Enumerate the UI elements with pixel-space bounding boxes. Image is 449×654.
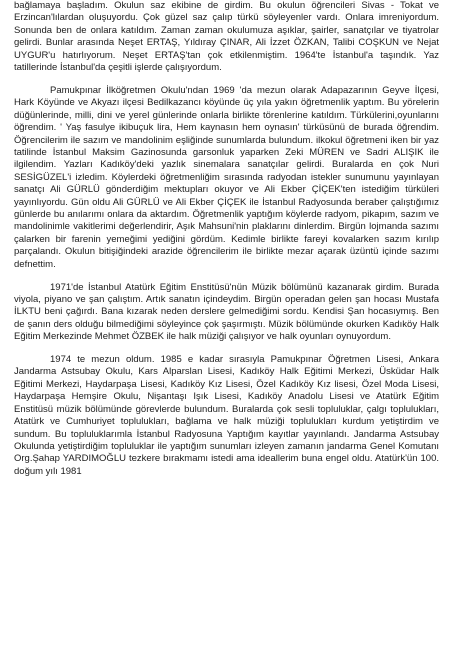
paragraph-4: 1974 te mezun oldum. 1985 e kadar sırasıyla Pamukpınar Öğretmen Lisesi, Ankara Jandarma Astsubay Okulu, Kars Alparslan Lisesi, Kadıköy Halk Eğitimi Merkezi, Üsküdar Halk Eğitimi Merkezi, Haydarpaşa Lisesi, Kadıköy Kız Lisesi, Özel Kadıköy Kız lisesi, Özel Moda Lisesi, Haydarpaşa Hemşire Okulu, Nişantaşı Işık Lisesi, Kadıköy Anadolu Lisesi ve Atatürk Eğitim Enstitüsü müzik bölümünde görevlerde bulundum. Buralarda çok sesli topluluklar, çalgı toplulukları, Atatürk ve Cumhuriyet toplulukları, bağlama ve halk müziği toplulukları kurdum yetiştirdim ve sundum. Bu topluluklarımla İstanbul Radyosuna Yaptığım kayıtlar yayınlandı. Jandarma Astsubay Okulunda yetiştirdiğim topluluklar ile yaptığım sunumları izleyen zamanın jandarma Genel Komutanı Org.Şahap YARDIMOĞLU tezkere bırakmamı istedi ama ideallerim buna engel oldu. Atatürk'ün 100. doğum yılı 1981	[14, 354, 439, 477]
paragraph-3: 1971'de İstanbul Atatürk Eğitim Enstitüsü'nün Müzik bölümünü kazanarak girdim. Burada viyola, piyano ve şan çalıştım. Artık sanatın içindeydim. Birgün operadan gelen şan hocası Mustafa İLKTU beni çağırdı. Bana kızarak neden derslere gelmediğimi sordu. Kendisi Şan hocasıymış. Ben de şanın ders olduğu bilmediğimi söyleyince çok şaşırmıştı. Müzik bölümünde okurken Kadıköy Halk Eğitim Merkezinde Mehmet ÖZBEK ile halk müziği çalışıyor ve halk oyunları oynuyordum.	[14, 281, 439, 343]
paragraph-2: Pamukpınar İlköğretmen Okulu'ndan 1969 'da mezun olarak Adapazarının Geyve İlçesi, Hark Köyünde ve Akyazı ilçesi Bedilkazancı köyünde üç yıla yakın öğretmenlik yaptım. Bu yörelerin düğünlerinde, milli, dini ve yerel günlerinde onlarla birlikte törenlerine katıldım. Türkülerini,oyunlarını öğrendim. ' Yaş fasulye ikibuçuk lira, Hem kaynasın hem oynasın' türküsünü de burada öğrendim. Öğrencilerim ile sazım ve mandolinim eşliğinde sunumlarda bulundum. ilkokul öğretmeni iken bir yaz tatilinde İstanbul Maksim Gazinosunda garsonluk yaparken Zeki MÜREN ve Sadri ALIŞIK ile ilgilendim. Yazları Kadıköy'deki yazlık sinemalara sanatçılar gelirdi. Buralarda en çok Nuri SESİGÜZEL'i izledim. Köylerdeki öğretmenliğim sırasında radyodan istekler sunumunu yayınlayan sanatçı Ali GÜRLÜ gönderdiğim mektupları okuyor ve Ali Ekber ÇİÇEK'ten istediğim türküleri yayınlıyordu. Gün oldu Ali GÜRLÜ ve Ali Ekber ÇİÇEK ile İstanbul Radyosunda beraber çalıştığımız günlerde bu anılarımı onlara da aktardım. Öğretmenlik yaptığım köylerde radyom, pikapım, sazım ve mandolinimle vakitlerimi değerlendirir, Aşık Mahsuni'nin plaklarını dinlerdim. Birgün lojmanda sazımı çalarken bir farenin yemeğimi yediğini gördüm. Kedimle birlikte fareyi kovalarken sazım kırılıp parçalandı. Okulun bitişiğindeki arazide öğrencilerim ile birlikte mezar açarak üzüntü içinde sazımı defnettim.	[14, 84, 439, 270]
paragraph-1: bağlamaya başladım. Okulun saz ekibine de girdim. Bu okulun öğrencileri Sivas - Tokat ve Erzincan'lılardan oluşuyordu. Çok güzel saz çalıp türkü söyleyenler vardı. Onlara imreniyordum. Sonunda ben de onlara katıldım. Zaman zaman okulumuza aşıklar, şairler, sanatçılar ve tiyatrolar gelirdi. Bunlar arasında Neşet ERTAŞ, Yıldıray ÇINAR, Ali İzzet ÖZKAN, Talibi COŞKUN ve Nejat UYGUR'u hatırlıyorum. Neşet ERTAŞ'tan çok etkilenmiştim. 1964'te İstanbul'a taşındık. Yaz tatillerinde İstanbul'da çeşitli işlerde çalışıyordum.	[14, 0, 439, 74]
document-page	[14, 0, 439, 489]
